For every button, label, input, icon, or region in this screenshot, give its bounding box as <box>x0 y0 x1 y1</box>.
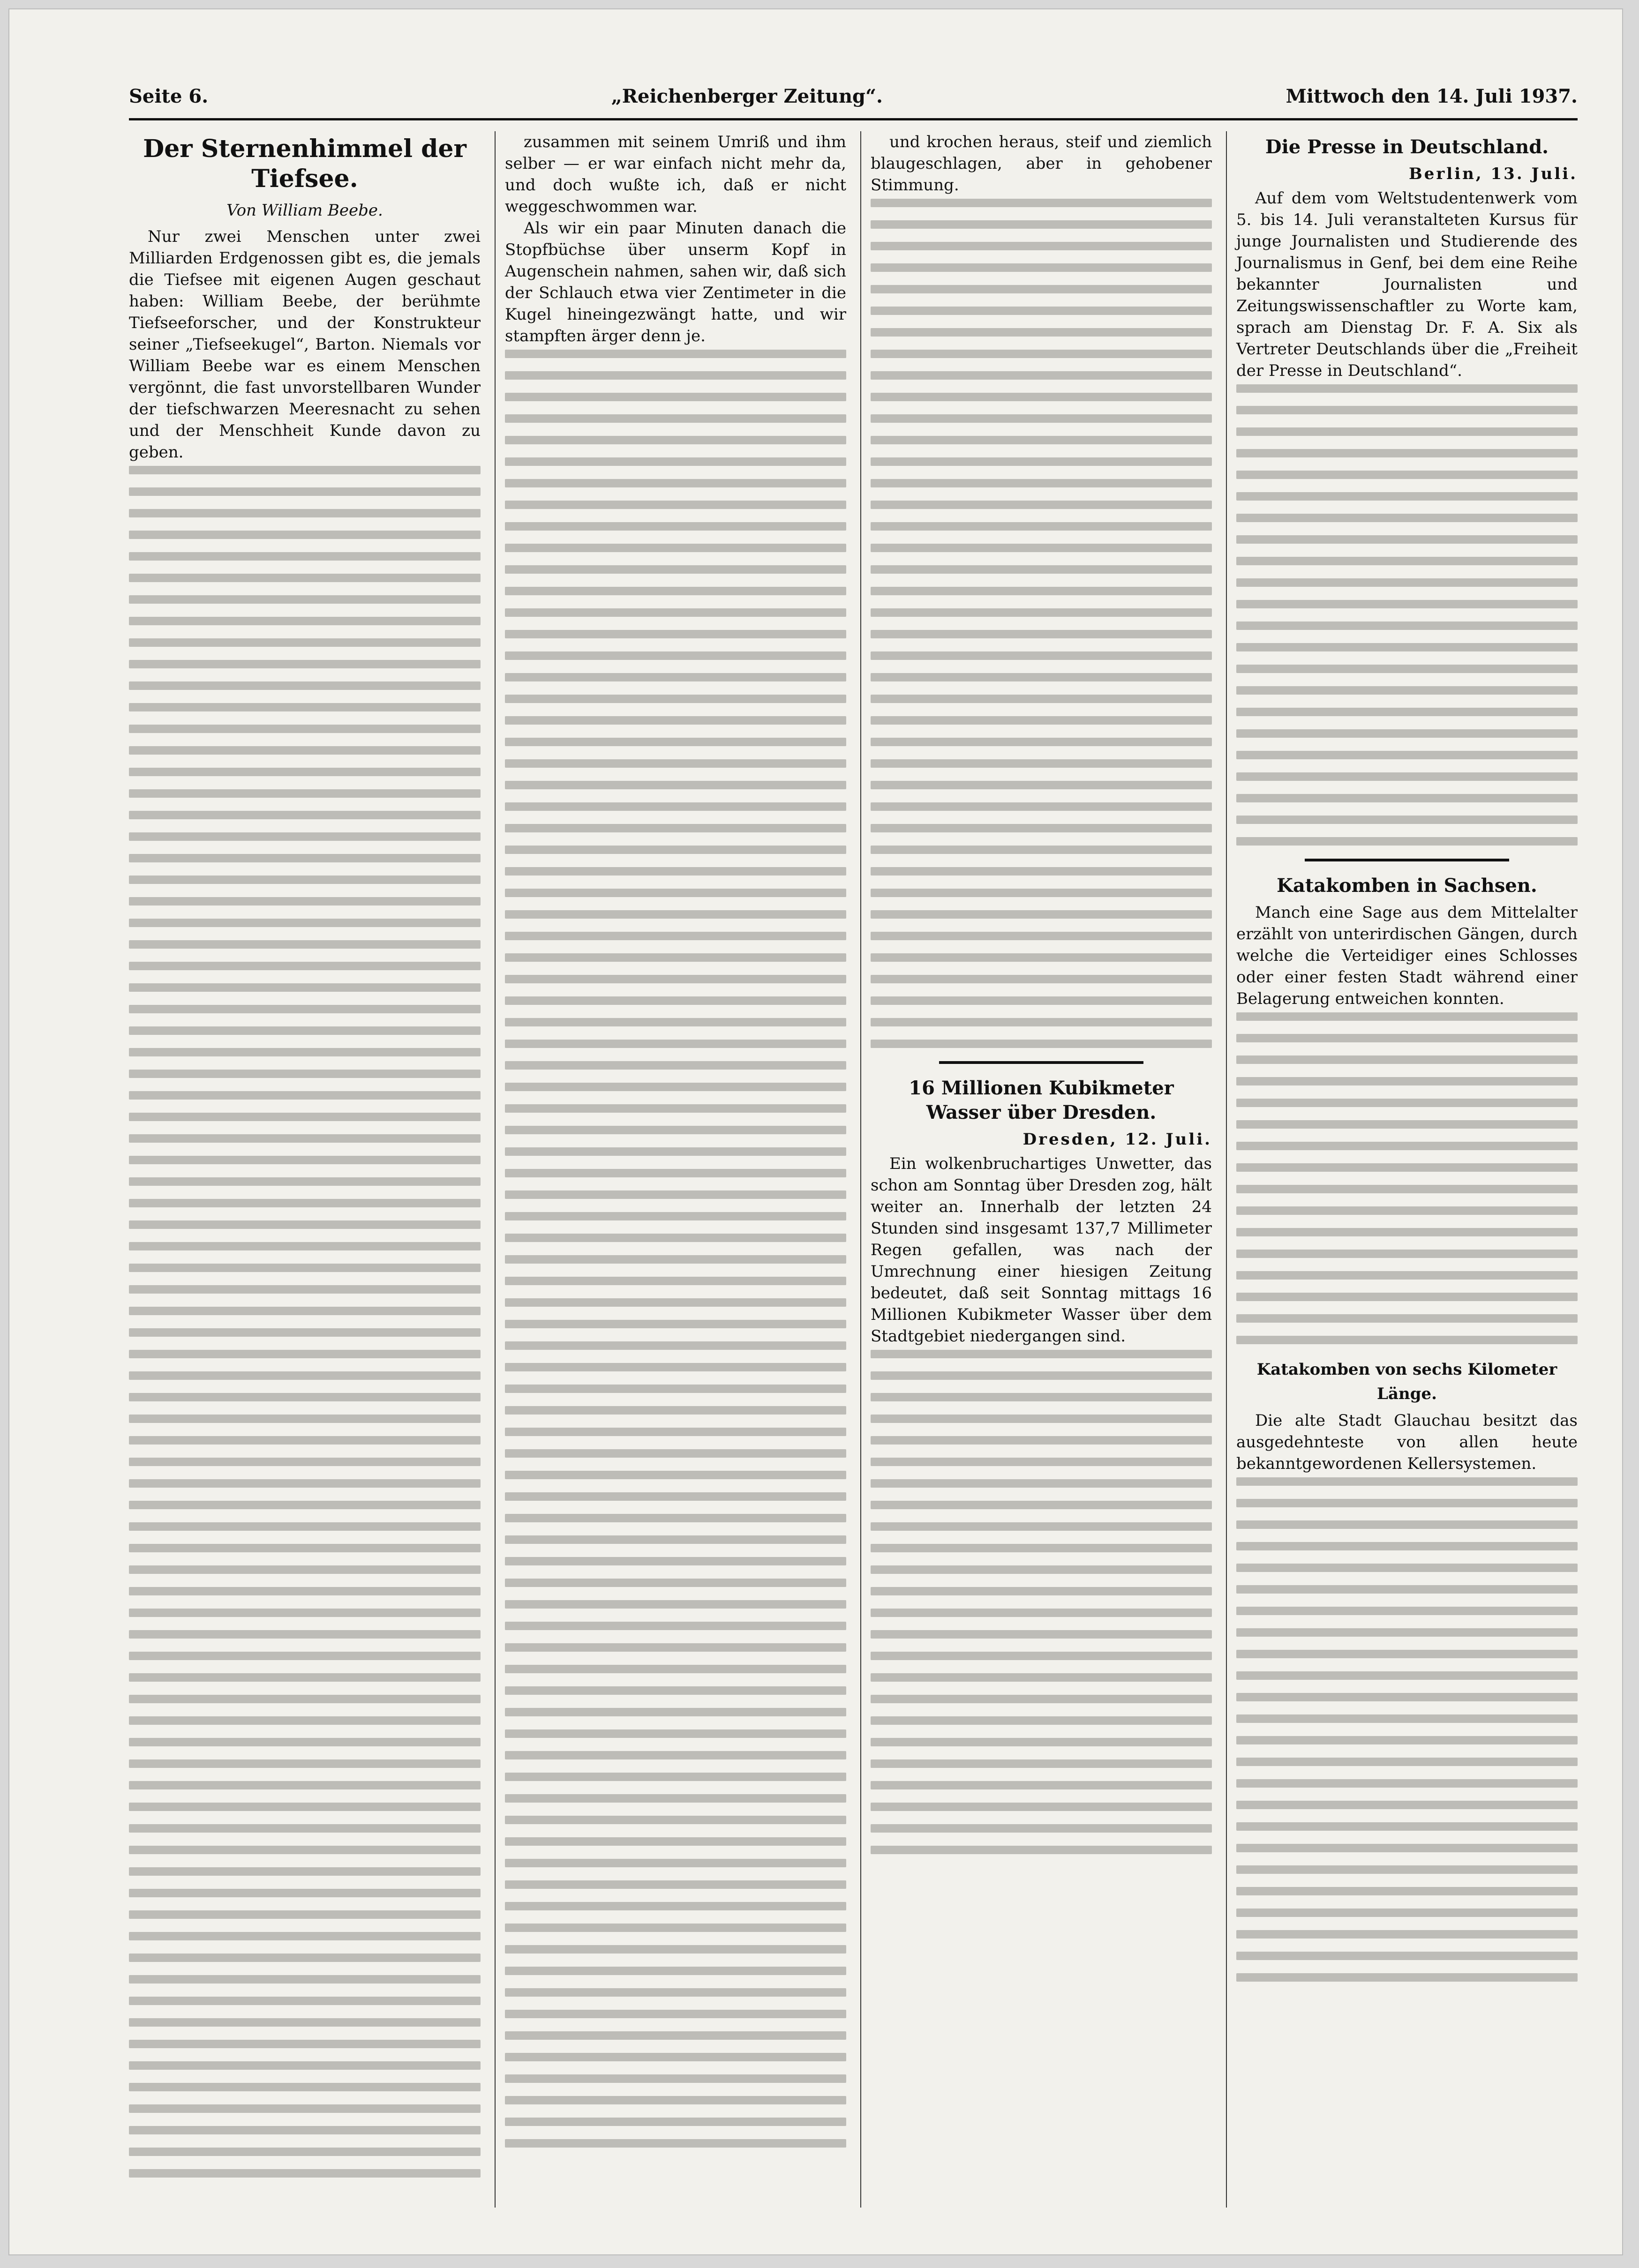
article-paragraph: Als wir ein paar Minuten danach die Stopfbüchse über unserm Kopf in Augenschein nahmen, sahen wir, daß sich der Schlauch etwa vier Zentimeter in die Kugel hineingezwängt hatte, und wir stampften ärger denn je. <box>505 219 846 345</box>
column-1 <box>129 131 481 2208</box>
article-paragraph: Auf dem vom Weltstudentenwerk vom 5. bis 14. Juli veranstalteten Kursus für junge Journalisten und Studierende des Journalismus in Genf, bei dem eine Reihe bekannter Journalisten und Zeitungswissenschaftler zu Worte kam, sprach am Dienstag Dr. F. A. Six als Vertreter Deutschlands über die „Freiheit der Presse in Deutschland“. <box>1236 189 1578 380</box>
article-title-dresden: 16 Millionen Kubikmeter Wasser über Dresden. <box>909 1077 1174 1123</box>
dateline-dresden: Dresden, 12. Juli. <box>1022 1130 1212 1149</box>
newspaper-name: „Reichenberger Zeitung“. <box>611 85 883 107</box>
article-title-sternenhimmel: Der Sternenhimmel der Tiefsee. <box>143 135 466 193</box>
article-paragraph: Nur zwei Menschen unter zwei Milliarden Erdgenossen gibt es, die jemals die Tiefsee mit eigenen Augen geschaut haben: William Beebe, der berühmte Tiefseeforscher, und der Konstrukteur seiner „Tiefseekugel“, Barton. Niemals vor William Beebe war es einem Menschen vergönnt, die fast unvorstellbaren Wunder der tiefschwarzen Meeresnacht zu sehen und der Menschheit Kunde davon zu geben. <box>129 227 481 462</box>
article-paragraph: Manch eine Sage aus dem Mittelalter erzählt von unterirdischen Gängen, durch welche die Verteidiger eines Schlosses oder einer festen Stadt während einer Belagerung entweichen konnten. <box>1236 903 1578 1008</box>
column-4 <box>1226 131 1578 2208</box>
column-2 <box>495 131 846 2208</box>
page-number: Seite 6. <box>129 85 209 107</box>
column-3 <box>860 131 1212 2208</box>
article-title-presse: Die Presse in Deutschland. <box>1265 136 1549 158</box>
section-divider <box>939 1061 1144 1064</box>
illegible-text-block <box>1236 1012 1578 1344</box>
article-paragraph: zusammen mit seinem Umriß und ihm selber — er war einfach nicht mehr da, und doch wußte ich, daß er nicht weggeschwommen war. <box>505 133 846 216</box>
issue-date: Mittwoch den 14. Juli 1937. <box>1286 85 1578 107</box>
illegible-text-block <box>1236 1477 1578 1982</box>
article-subtitle-katakomben: Katakomben von sechs Kilometer Länge. <box>1256 1360 1557 1403</box>
dateline-berlin: Berlin, 13. Juli. <box>1409 165 1578 183</box>
page-header <box>129 80 1578 112</box>
illegible-text-block <box>505 350 846 2148</box>
section-divider <box>1305 859 1510 861</box>
illegible-text-block <box>871 199 1212 1048</box>
article-byline: Von William Beebe. <box>226 201 383 220</box>
article-columns <box>129 131 1578 2208</box>
article-paragraph: Ein wolkenbruchartiges Unwetter, das schon am Sonntag über Dresden zog, hält weiter an. Innerhalb der letzten 24 Stunden sind insgesamt 137,7 Millimeter Regen gefallen, was nach der Umrechnung einer hiesigen Zeitung bedeutet, daß seit Sonntag mittags 16 Millionen Kubikmeter Wasser über dem Stadtgebiet niedergangen sind. <box>871 1154 1212 1346</box>
header-rule <box>129 118 1578 120</box>
article-paragraph: und krochen heraus, steif und ziemlich blaugeschlagen, aber in gehobener Stimmung. <box>871 133 1212 195</box>
article-paragraph: Die alte Stadt Glauchau besitzt das ausgedehnteste von allen heute bekanntgewordenen Kellersystemen. <box>1236 1411 1578 1473</box>
illegible-text-block <box>129 466 481 2178</box>
illegible-text-block <box>871 1350 1212 1854</box>
illegible-text-block <box>1236 384 1578 846</box>
newspaper-page <box>9 9 1622 2254</box>
article-title-katakomben: Katakomben in Sachsen. <box>1277 875 1537 897</box>
